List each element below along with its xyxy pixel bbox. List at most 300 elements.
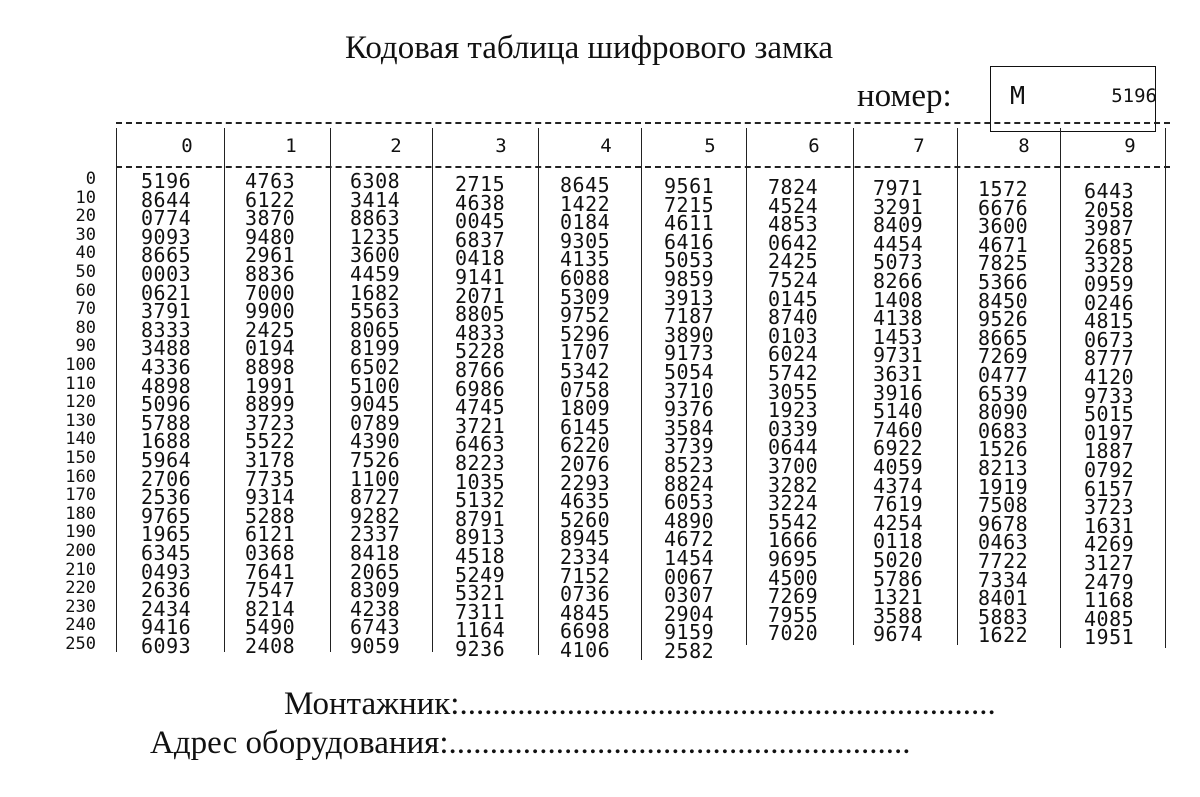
equipment-address-line: Адрес оборудования:........................................................ [150, 725, 911, 761]
code-cell: 8644 [141, 187, 192, 212]
code-cell: 5073 [873, 250, 924, 275]
code-cell: 0184 [560, 210, 611, 235]
code-cell: 7508 [978, 493, 1029, 518]
code-cell: 1887 [1084, 439, 1135, 464]
code-cell: 2065 [350, 559, 401, 584]
code-cell: 7152 [560, 563, 611, 588]
code-cell: 1422 [560, 191, 611, 216]
code-cell: 9900 [245, 299, 296, 324]
code-cell: 1235 [350, 224, 401, 249]
code-cell: 0368 [245, 541, 296, 565]
code-cell: 8309 [350, 578, 401, 603]
row-label: 50 [75, 262, 96, 282]
code-cell: 9141 [455, 265, 506, 289]
code-cell: 1572 [978, 177, 1029, 201]
code-cell: 0493 [141, 559, 192, 584]
row-label: 200 [65, 541, 96, 561]
code-cell: 3224 [768, 491, 819, 516]
code-cell: 8213 [978, 456, 1029, 480]
code-cell: 8214 [245, 596, 296, 621]
code-cell: 9305 [560, 228, 611, 253]
code-cell: 5366 [978, 270, 1029, 294]
code-cell: 4374 [873, 473, 924, 498]
code-cell: 1453 [873, 324, 924, 349]
code-cell: 5132 [455, 488, 506, 513]
code-cell: 3600 [978, 214, 1029, 239]
column-separator [746, 128, 747, 645]
code-cell: 5288 [245, 503, 296, 528]
code-cell: 1526 [978, 437, 1029, 462]
code-cell: 9376 [664, 397, 715, 422]
code-cell: 0463 [978, 530, 1029, 555]
row-label: 190 [65, 522, 96, 543]
code-cell: 4138 [873, 306, 924, 331]
row-label: 20 [75, 206, 96, 227]
row-label: 30 [75, 224, 96, 245]
code-cell: 9236 [455, 637, 506, 661]
code-cell: 8836 [245, 262, 296, 286]
code-cell: 1965 [141, 522, 192, 547]
code-cell: 8740 [768, 305, 819, 330]
row-label: 210 [65, 559, 96, 580]
code-cell: 5228 [455, 339, 506, 364]
code-cell: 8777 [1084, 346, 1135, 371]
code-cell: 4459 [350, 262, 401, 286]
code-cell: 6463 [455, 432, 506, 457]
code-cell: 8333 [141, 317, 192, 342]
code-cell: 4135 [560, 247, 611, 272]
code-cell: 4745 [455, 395, 506, 420]
code-cell: 9561 [664, 174, 715, 198]
code-cell: 0067 [664, 564, 715, 589]
code-cell: 8727 [350, 485, 401, 510]
column-header: 5 [704, 135, 716, 157]
code-cell: 5096 [141, 392, 192, 417]
row-label: 40 [75, 243, 96, 264]
code-cell: 5309 [560, 284, 611, 309]
code-cell: 6502 [350, 355, 401, 379]
code-cell: 1454 [664, 546, 715, 570]
code-cell: 5249 [455, 562, 506, 587]
code-cell: 3723 [245, 410, 296, 435]
code-cell: 5054 [664, 360, 715, 384]
code-cell: 9752 [560, 303, 611, 328]
code-cell: 0418 [455, 246, 506, 271]
code-cell: 3488 [141, 336, 192, 361]
code-cell: 0621 [141, 280, 192, 305]
code-cell: 7825 [978, 251, 1029, 276]
code-cell: 4853 [768, 212, 819, 237]
code-cell: 4635 [560, 489, 611, 514]
code-cell: 2425 [768, 249, 819, 274]
document-title: Кодовая таблица шифрового замка [345, 30, 834, 66]
column-header: 6 [808, 135, 820, 157]
code-cell: 6345 [141, 541, 192, 565]
code-cell: 3127 [1084, 551, 1135, 575]
code-cell: 2076 [560, 452, 611, 476]
code-cell: 8665 [141, 243, 192, 268]
code-cell: 8898 [245, 355, 296, 379]
code-cell: 6220 [560, 433, 611, 458]
code-cell: 8824 [664, 471, 715, 496]
column-separator [1060, 128, 1061, 648]
code-cell: 3987 [1084, 216, 1135, 241]
code-cell: 2337 [350, 522, 401, 547]
code-cell: 6088 [560, 266, 611, 290]
code-cell: 7334 [978, 567, 1029, 592]
column-separator [116, 128, 117, 652]
code-cell: 6676 [978, 195, 1029, 220]
code-cell: 6837 [455, 227, 506, 252]
column-separator [641, 128, 642, 660]
code-cell: 8913 [455, 525, 506, 550]
code-cell: 2334 [560, 545, 611, 569]
code-cell: 8665 [978, 325, 1029, 350]
code-cell: 7955 [768, 602, 819, 627]
code-cell: 2293 [560, 470, 611, 495]
code-cell: 1809 [560, 396, 611, 421]
code-cell: 5020 [873, 548, 924, 572]
code-cell: 2685 [1084, 234, 1135, 259]
code-cell: 2904 [664, 601, 715, 626]
code-cell: 5563 [350, 299, 401, 324]
code-cell: 8899 [245, 392, 296, 417]
code-cell: 7460 [873, 417, 924, 442]
code-cell: 4269 [1084, 532, 1135, 557]
code-cell: 1991 [245, 373, 296, 398]
code-cell: 5522 [245, 429, 296, 454]
code-cell: 8791 [455, 506, 506, 531]
code-cell: 4518 [455, 544, 506, 568]
code-cell: 8863 [350, 206, 401, 231]
code-cell: 1682 [350, 280, 401, 305]
code-cell: 0118 [873, 529, 924, 554]
code-cell: 4833 [455, 320, 506, 345]
code-cell: 8766 [455, 358, 506, 382]
code-cell: 5883 [978, 604, 1029, 629]
column-separator [330, 128, 331, 652]
code-cell: 2961 [245, 243, 296, 268]
code-cell: 7824 [768, 175, 819, 199]
code-cell: 7311 [455, 599, 506, 624]
code-cell: 7641 [245, 559, 296, 584]
row-label: 110 [65, 373, 96, 394]
column-separator [1165, 128, 1166, 648]
code-cell: 8090 [978, 400, 1029, 425]
code-cell: 7722 [978, 549, 1029, 573]
code-cell: 6024 [768, 342, 819, 367]
row-label: 100 [65, 355, 96, 375]
code-cell: 3721 [455, 413, 506, 438]
column-separator [538, 128, 539, 655]
lock-number-value: 5196 [1111, 85, 1157, 107]
row-label: 220 [65, 578, 96, 599]
row-label: 90 [75, 336, 96, 357]
column-header: 1 [285, 135, 297, 157]
lock-number-prefix: M [1010, 81, 1026, 110]
row-label: 150 [65, 448, 96, 468]
code-cell: 4611 [664, 211, 715, 236]
column-header: 2 [390, 135, 402, 157]
code-cell: 1666 [768, 528, 819, 553]
code-cell: 4106 [560, 638, 611, 662]
code-cell: 4638 [455, 190, 506, 215]
code-cell: 8223 [455, 451, 506, 475]
code-cell: 0145 [768, 286, 819, 311]
code-cell: 4763 [245, 169, 296, 193]
code-cell: 4254 [873, 510, 924, 535]
code-cell: 8945 [560, 526, 611, 551]
code-cell: 8450 [978, 288, 1029, 313]
code-cell: 8409 [873, 213, 924, 238]
code-cell: 7020 [768, 621, 819, 646]
code-cell: 4085 [1084, 606, 1135, 631]
code-cell: 2425 [245, 317, 296, 342]
code-cell: 6093 [141, 634, 192, 658]
code-cell: 0644 [768, 435, 819, 460]
row-label: 170 [65, 485, 96, 506]
code-cell: 6743 [350, 615, 401, 640]
code-cell: 1622 [978, 623, 1029, 648]
code-cell: 9695 [768, 547, 819, 571]
code-cell: 2706 [141, 466, 192, 491]
code-cell: 0758 [560, 377, 611, 402]
code-cell: 4454 [873, 231, 924, 256]
code-cell: 0959 [1084, 272, 1135, 296]
code-cell: 5964 [141, 448, 192, 472]
code-cell: 9159 [664, 620, 715, 645]
code-cell: 4890 [664, 508, 715, 533]
code-cell: 2071 [455, 283, 506, 308]
code-cell: 4500 [768, 565, 819, 590]
column-header: 8 [1018, 135, 1030, 157]
code-cell: 9674 [873, 622, 924, 647]
code-cell: 0003 [141, 262, 192, 286]
code-cell: 3631 [873, 362, 924, 386]
row-label: 60 [75, 280, 96, 301]
code-cell: 5260 [560, 507, 611, 532]
code-cell: 4059 [873, 455, 924, 479]
code-cell: 2582 [664, 639, 715, 663]
code-cell: 1035 [455, 469, 506, 494]
code-cell: 4672 [664, 527, 715, 552]
code-cell: 8266 [873, 269, 924, 293]
row-label: 80 [75, 317, 96, 338]
code-cell: 8418 [350, 541, 401, 565]
code-cell: 3584 [664, 415, 715, 440]
code-cell: 7187 [664, 304, 715, 329]
code-cell: 1100 [350, 466, 401, 491]
code-cell: 1168 [1084, 588, 1135, 613]
code-cell: 9314 [245, 485, 296, 510]
code-cell: 7735 [245, 466, 296, 491]
code-cell: 7524 [768, 268, 819, 292]
column-header: 0 [181, 135, 193, 157]
column-separator [224, 128, 225, 652]
row-label: 0 [85, 169, 96, 189]
code-cell: 0683 [978, 418, 1029, 443]
code-cell: 9045 [350, 392, 401, 417]
code-cell: 0789 [350, 410, 401, 435]
code-cell: 3916 [873, 380, 924, 405]
row-label: 180 [65, 503, 96, 524]
code-cell: 3870 [245, 206, 296, 231]
code-cell: 0194 [245, 336, 296, 361]
code-cell: 0339 [768, 416, 819, 441]
table-top-rule [116, 122, 1170, 124]
code-cell: 8401 [978, 586, 1029, 611]
number-label: номер: [857, 78, 952, 114]
code-cell: 2434 [141, 596, 192, 621]
code-cell: 6443 [1084, 179, 1135, 203]
code-cell: 6986 [455, 376, 506, 401]
code-cell: 7619 [873, 492, 924, 517]
code-cell: 4815 [1084, 309, 1135, 334]
code-cell: 8645 [560, 173, 611, 197]
code-cell: 5342 [560, 359, 611, 383]
installer-line: Монтажник:................................................................. [284, 686, 996, 722]
code-cell: 6157 [1084, 476, 1135, 501]
code-cell: 8065 [350, 317, 401, 342]
code-cell: 6053 [664, 490, 715, 515]
code-cell: 7269 [768, 584, 819, 609]
code-cell: 1919 [978, 474, 1029, 499]
code-cell: 3700 [768, 454, 819, 478]
code-cell: 1688 [141, 429, 192, 454]
code-cell: 1707 [560, 340, 611, 365]
code-cell: 9416 [141, 615, 192, 640]
code-cell: 4524 [768, 193, 819, 218]
code-cell: 5140 [873, 399, 924, 424]
code-cell: 6922 [873, 436, 924, 461]
code-cell: 1923 [768, 398, 819, 423]
code-cell: 7000 [245, 280, 296, 305]
code-cell: 4120 [1084, 365, 1135, 389]
code-cell: 3710 [664, 378, 715, 403]
code-cell: 7269 [978, 344, 1029, 369]
code-cell: 5542 [768, 509, 819, 534]
code-cell: 7526 [350, 448, 401, 472]
code-cell: 6308 [350, 169, 401, 193]
code-cell: 9733 [1084, 383, 1135, 408]
code-cell: 2479 [1084, 569, 1135, 594]
code-cell: 0792 [1084, 458, 1135, 482]
code-cell: 0774 [141, 206, 192, 231]
code-cell: 5100 [350, 373, 401, 398]
code-cell: 9678 [978, 511, 1029, 536]
code-cell: 5296 [560, 321, 611, 346]
code-cell: 0736 [560, 582, 611, 607]
column-header: 7 [913, 135, 925, 157]
column-separator [957, 128, 958, 645]
code-cell: 9480 [245, 224, 296, 249]
row-label: 130 [65, 410, 96, 431]
code-cell: 5742 [768, 361, 819, 385]
code-cell: 2715 [455, 172, 506, 196]
row-label: 250 [65, 634, 96, 654]
column-header: 9 [1124, 135, 1136, 157]
code-cell: 0673 [1084, 327, 1135, 352]
code-cell: 6145 [560, 414, 611, 439]
code-cell: 5321 [455, 581, 506, 606]
code-cell: 1164 [455, 618, 506, 643]
row-label: 70 [75, 299, 96, 320]
code-cell: 9859 [664, 267, 715, 291]
code-cell: 6539 [978, 381, 1029, 406]
code-cell: 2408 [245, 634, 296, 658]
code-cell: 9765 [141, 503, 192, 528]
code-cell: 7971 [873, 176, 924, 200]
code-cell: 2058 [1084, 197, 1135, 222]
code-cell: 3791 [141, 299, 192, 324]
code-cell: 3178 [245, 448, 296, 472]
row-label: 140 [65, 429, 96, 450]
code-cell: 1951 [1084, 625, 1135, 650]
code-cell: 6121 [245, 522, 296, 547]
code-cell: 7215 [664, 192, 715, 217]
code-cell: 6122 [245, 187, 296, 212]
code-cell: 3328 [1084, 253, 1135, 278]
code-cell: 0197 [1084, 420, 1135, 445]
code-cell: 3055 [768, 379, 819, 404]
code-cell: 8805 [455, 302, 506, 327]
code-cell: 3723 [1084, 495, 1135, 520]
code-cell: 3414 [350, 187, 401, 212]
code-cell: 9059 [350, 634, 401, 658]
code-cell: 4336 [141, 355, 192, 379]
code-cell: 4845 [560, 600, 611, 625]
code-cell: 5490 [245, 615, 296, 640]
code-cell: 5786 [873, 566, 924, 591]
code-cell: 4390 [350, 429, 401, 454]
code-cell: 6698 [560, 619, 611, 644]
code-cell: 0045 [455, 209, 506, 234]
code-cell: 0103 [768, 323, 819, 348]
column-separator [853, 128, 854, 645]
code-cell: 4898 [141, 373, 192, 398]
code-cell: 9282 [350, 503, 401, 528]
code-cell: 9731 [873, 343, 924, 368]
code-cell: 1631 [1084, 513, 1135, 538]
code-cell: 8523 [664, 453, 715, 477]
code-cell: 4671 [978, 232, 1029, 257]
row-label: 240 [65, 615, 96, 636]
code-cell: 1321 [873, 585, 924, 610]
code-cell: 3588 [873, 603, 924, 628]
code-cell: 5196 [141, 169, 192, 193]
code-cell: 2636 [141, 578, 192, 603]
code-cell: 3291 [873, 194, 924, 219]
table-header-rule [116, 166, 1170, 168]
code-cell: 7547 [245, 578, 296, 603]
code-cell: 1408 [873, 287, 924, 312]
code-cell: 3282 [768, 472, 819, 497]
code-cell: 9093 [141, 224, 192, 249]
code-cell: 3600 [350, 243, 401, 268]
code-cell: 4238 [350, 596, 401, 621]
code-cell: 0477 [978, 363, 1029, 387]
code-cell: 0642 [768, 230, 819, 255]
code-cell: 3890 [664, 322, 715, 347]
code-cell: 8199 [350, 336, 401, 361]
code-cell: 6416 [664, 229, 715, 254]
column-header: 3 [495, 135, 507, 157]
code-cell: 5053 [664, 248, 715, 273]
row-label: 10 [75, 187, 96, 208]
column-header: 4 [600, 135, 612, 157]
code-cell: 2536 [141, 485, 192, 510]
row-label: 160 [65, 466, 96, 487]
